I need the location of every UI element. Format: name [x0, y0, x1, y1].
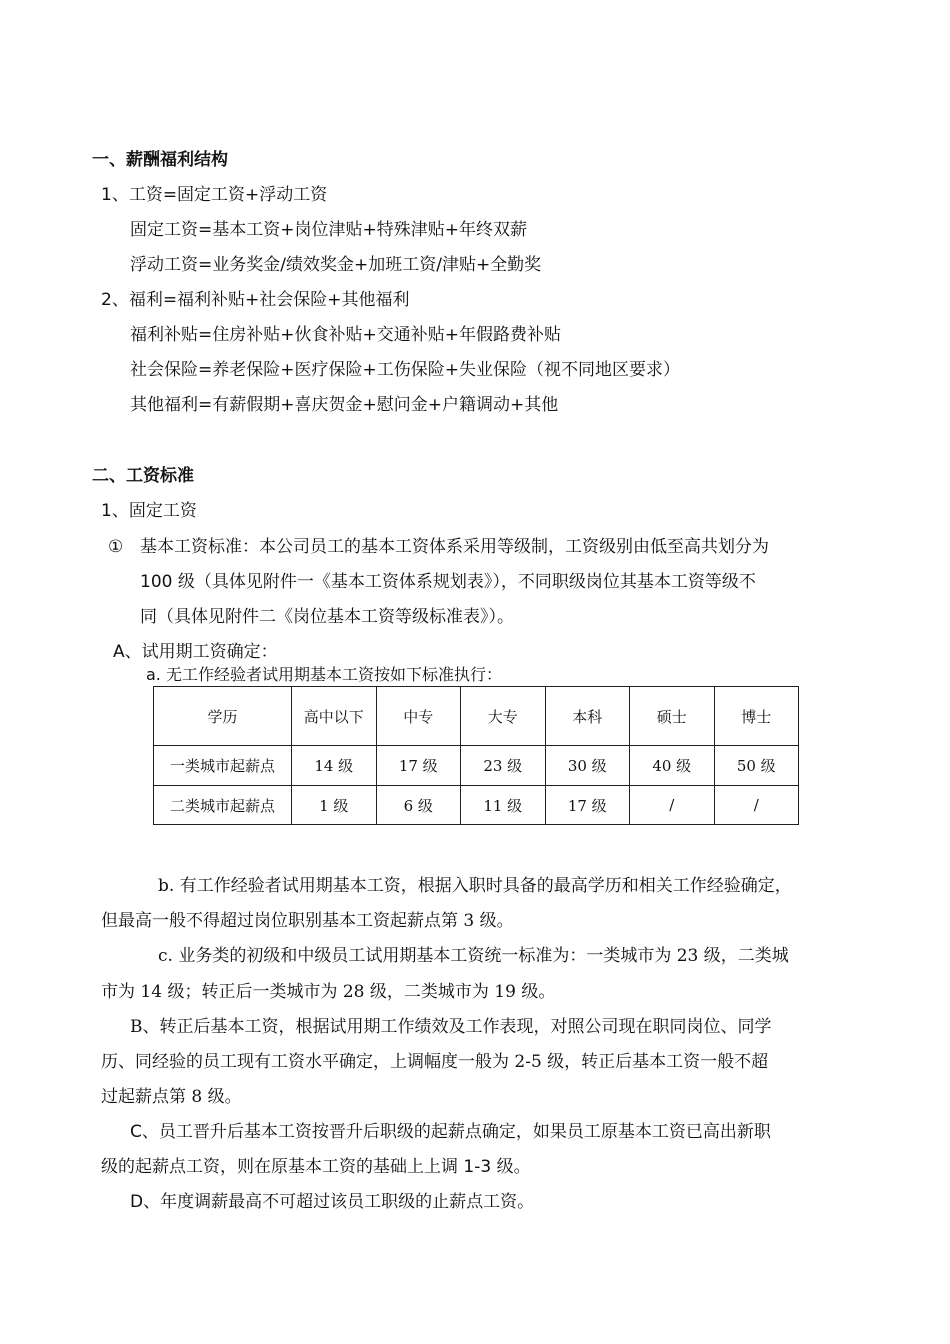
table-row [154, 786, 799, 825]
probation-wage-heading: A、试用期工资确定： [113, 642, 278, 662]
post-probation-line1: B、转正后基本工资，根据试用期工作绩效及工作表现，对照公司现在职同岗位、同学 [130, 1017, 772, 1037]
basic-wage-standard-line1: 基本工资标准：本公司员工的基本工资体系采用等级制，工资级别由低至高共划分为 [140, 537, 769, 557]
floating-wage-formula: 浮动工资=业务奖金/绩效奖金+加班工资/津贴+全勤奖 [130, 255, 542, 275]
table-cell: 6 级 [376, 786, 461, 825]
table-row [154, 746, 799, 786]
table-cell: 14 级 [292, 746, 377, 786]
promotion-rule-line1: C、员工晋升后基本工资按晋升后职级的起薪点确定，如果员工原基本工资已高出新职 [130, 1122, 771, 1142]
table-header-cell: 硕士 [630, 687, 715, 746]
table-cell: 1 级 [292, 786, 377, 825]
social-insurance-formula: 社会保险=养老保险+医疗保险+工伤保险+失业保险（视不同地区要求） [130, 360, 680, 380]
experienced-rule-line2: 但最高一般不得超过岗位职别基本工资起薪点第 3 级。 [101, 911, 514, 931]
table-header-cell: 中专 [376, 687, 461, 746]
table-header-cell: 博士 [714, 687, 799, 746]
table-header-cell: 大专 [461, 687, 546, 746]
table-cell: 23 级 [461, 746, 546, 786]
table-cell: 一类城市起薪点 [154, 746, 292, 786]
item-welfare-formula: 2、福利=福利补贴+社会保险+其他福利 [101, 290, 410, 310]
experienced-rule-line1: b. 有工作经验者试用期基本工资，根据入职时具备的最高学历和相关工作经验确定， [158, 876, 792, 896]
table-cell: 二类城市起薪点 [154, 786, 292, 825]
table-header-cell: 学历 [154, 687, 292, 746]
starting-salary-table [153, 686, 799, 825]
table-cell: 11 级 [461, 786, 546, 825]
other-welfare-formula: 其他福利=有薪假期+喜庆贺金+慰问金+户籍调动+其他 [130, 395, 559, 415]
no-experience-rule: a. 无工作经验者试用期基本工资按如下标准执行： [146, 665, 502, 684]
table-cell: 50 级 [714, 746, 799, 786]
item-fixed-wage: 1、固定工资 [101, 501, 197, 521]
sales-staff-rule-line1: c. 业务类的初级和中级员工试用期基本工资统一标准为：一类城市为 23 级，二类城 [158, 946, 789, 966]
post-probation-line2: 历、同经验的员工现有工资水平确定，上调幅度一般为 2-5 级，转正后基本工资一般不超 [101, 1052, 769, 1072]
basic-wage-standard-line3: 同（具体见附件二《岗位基本工资等级标准表》）。 [140, 607, 514, 627]
fixed-wage-formula: 固定工资=基本工资+岗位津贴+特殊津贴+年终双薪 [130, 220, 527, 240]
circled-number-one: ① [108, 537, 124, 557]
section-heading-standards: 二、工资标准 [92, 466, 194, 486]
table-header-row [154, 687, 799, 746]
section-heading-structure: 一、薪酬福利结构 [92, 150, 228, 170]
table-header-cell: 本科 [545, 687, 630, 746]
sales-staff-rule-line2: 市为 14 级；转正后一类城市为 28 级，二类城市为 19 级。 [101, 982, 556, 1002]
table-cell: / [630, 786, 715, 825]
item-wage-formula: 1、工资=固定工资+浮动工资 [101, 185, 328, 205]
table-cell: 40 级 [630, 746, 715, 786]
post-probation-line3: 过起薪点第 8 级。 [101, 1087, 242, 1107]
welfare-subsidy-formula: 福利补贴=住房补贴+伙食补贴+交通补贴+年假路费补贴 [130, 325, 561, 345]
table-cell: 17 级 [545, 786, 630, 825]
basic-wage-standard-line2: 100 级（具体见附件一《基本工资体系规划表》），不同职级岗位其基本工资等级不 [140, 572, 756, 592]
table-cell: / [714, 786, 799, 825]
table-cell: 30 级 [545, 746, 630, 786]
table-header-cell: 高中以下 [292, 687, 377, 746]
promotion-rule-line2: 级的起薪点工资，则在原基本工资的基础上上调 1-3 级。 [101, 1157, 531, 1177]
annual-adjustment-rule: D、年度调薪最高不可超过该员工职级的止薪点工资。 [130, 1192, 535, 1212]
table-cell: 17 级 [376, 746, 461, 786]
